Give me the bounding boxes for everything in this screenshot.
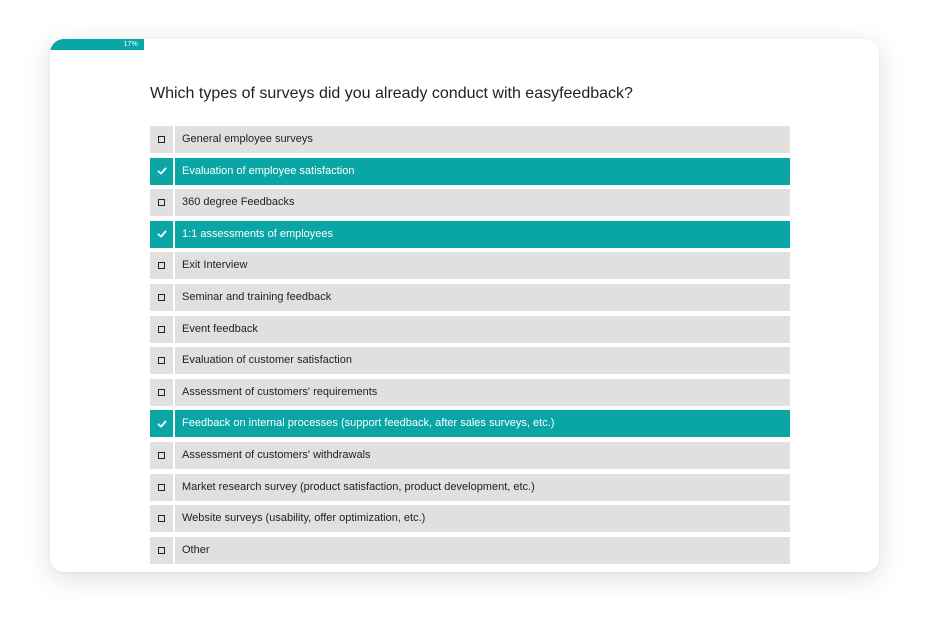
checkbox-empty-icon [158,547,165,554]
checkbox-empty-icon [158,294,165,301]
option-item[interactable] [150,442,790,469]
option-item[interactable] [150,284,790,311]
option-checkbox[interactable] [150,379,173,406]
option-label: Feedback on internal processes (support feedback, after sales surveys, etc.) [175,410,790,437]
checkbox-empty-icon [158,136,165,143]
progress-fill [50,39,144,50]
option-checkbox[interactable] [150,158,173,185]
survey-card [50,39,879,572]
progress-label: 17% [123,41,138,48]
checkbox-empty-icon [158,452,165,459]
option-label: Other [175,537,790,564]
option-label: General employee surveys [175,126,790,153]
option-checkbox[interactable] [150,316,173,343]
option-checkbox[interactable] [150,221,173,248]
option-item[interactable] [150,410,790,437]
checkbox-empty-icon [158,389,165,396]
option-checkbox[interactable] [150,347,173,374]
option-item[interactable] [150,158,790,185]
checkbox-empty-icon [158,357,165,364]
option-label: Assessment of customers' requirements [175,379,790,406]
option-item[interactable] [150,126,790,153]
option-item[interactable] [150,221,790,248]
option-checkbox[interactable] [150,537,173,564]
option-label: Seminar and training feedback [175,284,790,311]
option-label: Evaluation of employee satisfaction [175,158,790,185]
option-checkbox[interactable] [150,189,173,216]
checkbox-empty-icon [158,515,165,522]
checkbox-empty-icon [158,326,165,333]
option-checkbox[interactable] [150,505,173,532]
option-checkbox[interactable] [150,284,173,311]
checkbox-empty-icon [158,199,165,206]
option-item[interactable] [150,347,790,374]
option-label: Exit Interview [175,252,790,279]
option-label: Website surveys (usability, offer optimization, etc.) [175,505,790,532]
checkbox-empty-icon [158,262,165,269]
option-checkbox[interactable] [150,252,173,279]
option-item[interactable] [150,316,790,343]
option-label: Event feedback [175,316,790,343]
option-item[interactable] [150,252,790,279]
checkmark-icon [157,166,167,176]
option-item[interactable] [150,537,790,564]
option-checkbox[interactable] [150,442,173,469]
progress-bar [50,39,879,50]
option-label: Evaluation of customer satisfaction [175,347,790,374]
option-label: Market research survey (product satisfaction, product development, etc.) [175,474,790,501]
question-title: Which types of surveys did you already conduct with easyfeedback? [150,85,633,102]
option-label: 1:1 assessments of employees [175,221,790,248]
option-label: Assessment of customers' withdrawals [175,442,790,469]
checkbox-empty-icon [158,484,165,491]
option-item[interactable] [150,505,790,532]
option-item[interactable] [150,474,790,501]
options-list [150,126,790,568]
option-checkbox[interactable] [150,126,173,153]
option-item[interactable] [150,379,790,406]
option-label: 360 degree Feedbacks [175,189,790,216]
option-item[interactable] [150,189,790,216]
checkmark-icon [157,419,167,429]
option-checkbox[interactable] [150,410,173,437]
option-checkbox[interactable] [150,474,173,501]
checkmark-icon [157,229,167,239]
